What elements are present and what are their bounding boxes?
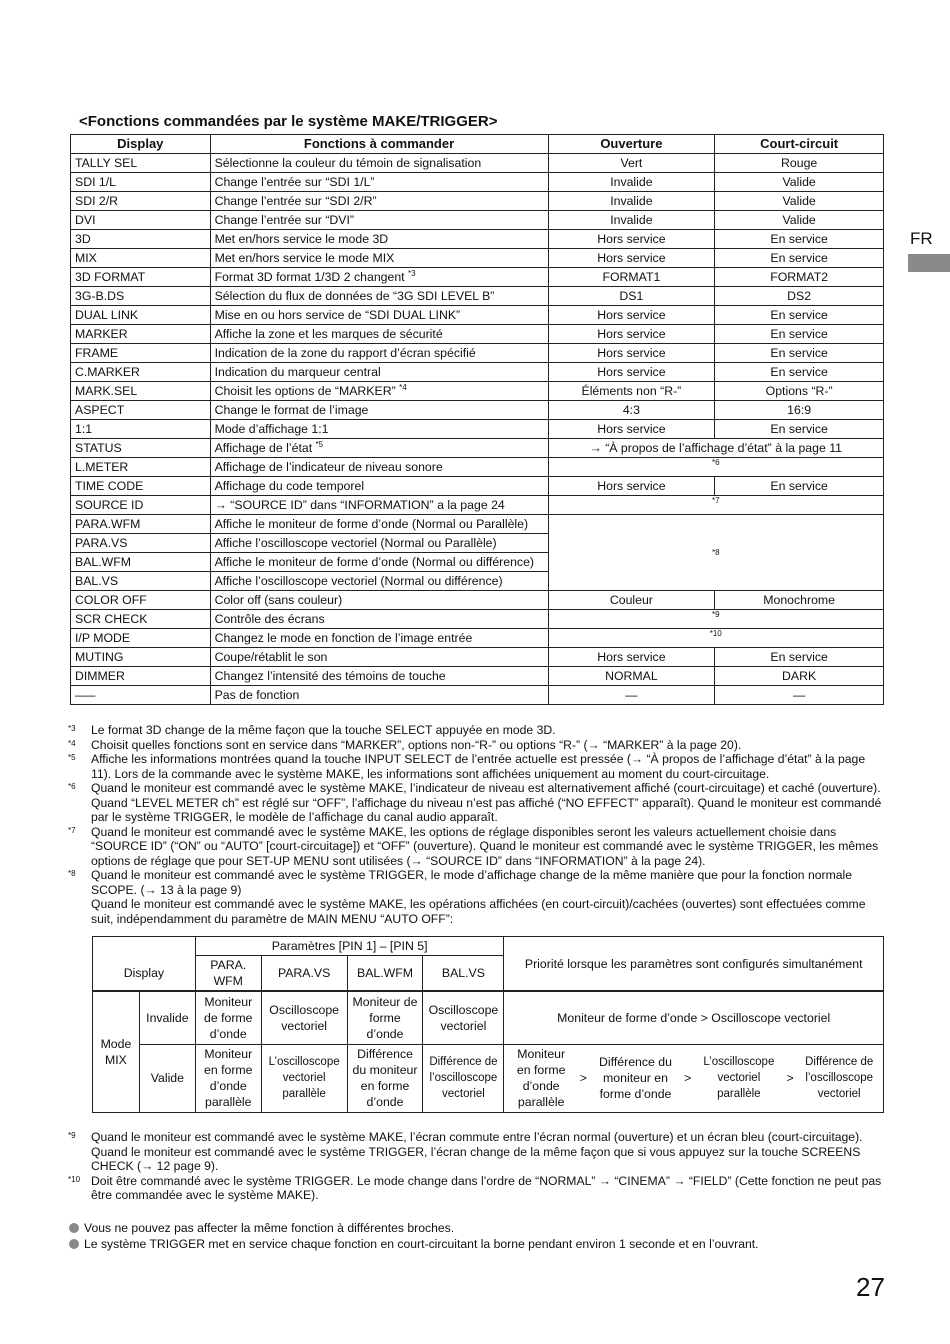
table-row	[71, 496, 884, 515]
table-row	[71, 306, 884, 325]
footnote-mark: *9	[68, 1131, 76, 1140]
ouverture-cell: —	[548, 686, 715, 705]
table-row	[71, 477, 884, 496]
table-row	[71, 192, 884, 211]
ouverture-cell: Hors service	[548, 344, 715, 363]
table-row	[71, 667, 884, 686]
table-header-row	[71, 135, 884, 154]
function-text: Change l’entrée sur “DVI”	[214, 213, 355, 227]
gt-sign: >	[684, 1071, 692, 1085]
gt-sign: >	[579, 1071, 587, 1085]
ouverture-cell: Hors service	[548, 648, 715, 667]
header-display: Display	[71, 135, 211, 154]
cell: L’oscilloscope vectoriel parallèle	[261, 1044, 347, 1112]
display-cell: ASPECT	[71, 401, 211, 420]
language-tab: FR	[910, 229, 933, 248]
cell: Oscilloscope vectoriel	[261, 991, 347, 1044]
footnote-mark: *3	[68, 724, 76, 733]
function-text: Change l’entrée sur “SDI 1/L”	[214, 175, 375, 189]
footnote	[68, 781, 883, 825]
priority-item: Différence du moniteur en forme d’onde	[599, 1055, 672, 1101]
display-cell: 3G-B.DS	[71, 287, 211, 306]
function-text: Affiche la zone et les marques de sécurité	[214, 327, 443, 341]
bullet-icon	[69, 1223, 79, 1233]
table-row	[71, 629, 884, 648]
table-row	[71, 173, 884, 192]
gt-sign: >	[786, 1071, 794, 1085]
function-cell: Affiche l’oscilloscope vectoriel (Normal ou Parallèle)	[210, 534, 548, 553]
ouverture-cell: Hors service	[548, 477, 715, 496]
function-cell: Affichage de l’indicateur de niveau sonore	[210, 458, 548, 477]
table-row	[71, 648, 884, 667]
function-cell: Affiche le moniteur de forme d’onde (Normal ou Parallèle)	[210, 515, 548, 534]
invalide-label: Invalide	[139, 991, 195, 1044]
bullet-icon	[69, 1239, 79, 1249]
function-cell	[210, 344, 548, 363]
function-text: Change l’entrée sur “SDI 2/R”	[214, 194, 377, 208]
court-circuit-cell: DS2	[715, 287, 884, 306]
footnote-cell: *8	[548, 515, 884, 591]
court-circuit-cell: En service	[715, 420, 884, 439]
header-fonctions: Fonctions à commander	[210, 135, 548, 154]
function-cell: Affiche le moniteur de forme d’onde (Normal ou différence)	[210, 553, 548, 572]
ouverture-cell: Invalide	[548, 173, 715, 192]
display-cell: MUTING	[71, 648, 211, 667]
function-cell: Coupe/rétablit le son	[210, 648, 548, 667]
footnotes-2	[68, 1130, 883, 1203]
display-cell: I/P MODE	[71, 629, 211, 648]
display-cell: SOURCE ID	[71, 496, 211, 515]
col-header: BAL.WFM	[347, 956, 423, 992]
court-circuit-cell: En service	[715, 230, 884, 249]
display-cell: DUAL LINK	[71, 306, 211, 325]
court-circuit-cell: DARK	[715, 667, 884, 686]
footnote-cell: *10	[548, 629, 884, 648]
cell: Moniteur de forme d’onde	[347, 991, 423, 1044]
cell: Différence du moniteur en forme d’onde	[347, 1044, 423, 1112]
display-cell: TALLY SEL	[71, 154, 211, 173]
reference-cell: → “À propos de l’affichage d’état” à la page 11	[548, 439, 884, 458]
display-cell: C.MARKER	[71, 363, 211, 382]
footnote	[68, 723, 883, 738]
footnote	[68, 868, 883, 897]
table-row	[71, 325, 884, 344]
cell: Différence de l’oscilloscope vectoriel	[423, 1044, 504, 1112]
function-text: Change le format de l’image	[214, 403, 369, 417]
header-ouverture: Ouverture	[548, 135, 715, 154]
footnote	[68, 1174, 883, 1203]
display-cell: –––	[71, 686, 211, 705]
function-cell	[210, 173, 548, 192]
function-text: Mise en ou hors service de “SDI DUAL LINK”	[214, 308, 461, 322]
court-circuit-cell: En service	[715, 477, 884, 496]
court-circuit-cell: Options “R-”	[715, 382, 884, 401]
ouverture-cell: Couleur	[548, 591, 715, 610]
table-row	[71, 591, 884, 610]
footnote-text: Le format 3D change de la même façon que la touche SELECT appuyée en mode 3D.	[91, 723, 556, 737]
footnote-text: Quand le moniteur est commandé avec le système MAKE, les options de réglage disponibles seront les valeurs actuellement choisie dans “SOURCE ID” (“ON” ou “AUTO” [court-circuitage]) et “OFF” (ouverture). Quand le moniteur est commandé avec le système TRIGGER, les mêmes options de réglage que pour SET-UP MENU sont utilisées (→ “SOURCE ID” dans “INFORMATION” à la page 24).	[91, 824, 879, 868]
footnote-ref: *3	[408, 268, 416, 278]
display-cell: MARKER	[71, 325, 211, 344]
display-header: Display	[93, 956, 196, 992]
table-row	[71, 382, 884, 401]
ouverture-cell: Éléments non “R-”	[548, 382, 715, 401]
court-circuit-cell: En service	[715, 249, 884, 268]
col-header: PARA.VS	[261, 956, 347, 992]
table-row	[71, 420, 884, 439]
section-title: <Fonctions commandées par le système MAKE/TRIGGER>	[79, 113, 498, 130]
display-cell: MARK.SEL	[71, 382, 211, 401]
display-cell: 3D	[71, 230, 211, 249]
function-text: Choisit les options de “MARKER”	[214, 384, 396, 398]
footnote-mark: *7	[68, 825, 76, 835]
footnote-text: Quand le moniteur est commandé avec le système MAKE, l’indicateur de niveau est alternativement affiché (court-circuitage) et caché (ouverture). Quand “LEVEL METER ch” est réglé sur “OFF”, l’affichage du niveau n’est pas affiché (“NO EFFECT” apparaît). Quand le moniteur est commandé par le système TRIGGER, le modèle de l’affichage du canal audio apparaît.	[91, 781, 882, 824]
footnote	[68, 825, 883, 869]
language-tab-bar	[908, 254, 950, 272]
table-row	[71, 401, 884, 420]
function-cell	[210, 268, 548, 287]
court-circuit-cell: Valide	[715, 192, 884, 211]
display-cell: SDI 1/L	[71, 173, 211, 192]
priority-item: Différence de l’oscilloscope vectoriel	[805, 1056, 874, 1100]
function-text: Indication du marqueur central	[214, 365, 381, 379]
display-cell: 1:1	[71, 420, 211, 439]
cell: Moniteur de forme d’onde	[195, 991, 261, 1044]
priority-cell	[504, 1044, 884, 1112]
ouverture-cell: 4:3	[548, 401, 715, 420]
function-text: Mode d’affichage 1:1	[214, 422, 329, 436]
display-cell: SCR CHECK	[71, 610, 211, 629]
ouverture-cell: Hors service	[548, 249, 715, 268]
function-text: Affichage de l’état	[214, 441, 313, 455]
court-circuit-cell: En service	[715, 306, 884, 325]
function-text: Sélection du flux de données de “3G SDI LEVEL B”	[214, 289, 495, 303]
display-cell: DIMMER	[71, 667, 211, 686]
footnote-text: Choisit quelles fonctions sont en service dans “MARKER”, options non-“R-” ou options “R-” (→ “MARKER” à la page 20).	[91, 737, 742, 752]
table-row	[71, 211, 884, 230]
footnote	[68, 1130, 883, 1174]
display-cell: BAL.WFM	[71, 553, 211, 572]
priority-item: Moniteur en forme d’onde parallèle	[516, 1047, 566, 1109]
function-cell: Changez le mode en fonction de l’image entrée	[210, 629, 548, 648]
function-cell	[210, 192, 548, 211]
display-cell: 3D FORMAT	[71, 268, 211, 287]
court-circuit-cell: En service	[715, 648, 884, 667]
court-circuit-cell: Rouge	[715, 154, 884, 173]
table-row	[71, 287, 884, 306]
bullet-list	[68, 1220, 883, 1252]
court-circuit-cell: Monochrome	[715, 591, 884, 610]
footnote-ref: *5	[315, 439, 324, 449]
ouverture-cell: Hors service	[548, 420, 715, 439]
function-cell	[210, 363, 548, 382]
list-item	[68, 1220, 883, 1236]
footnote-ref: *4	[399, 382, 407, 392]
table-row	[71, 515, 884, 534]
display-cell: COLOR OFF	[71, 591, 211, 610]
function-cell	[210, 154, 548, 173]
ouverture-cell: Invalide	[548, 192, 715, 211]
ouverture-cell: Hors service	[548, 306, 715, 325]
court-circuit-cell: En service	[715, 325, 884, 344]
function-cell	[210, 420, 548, 439]
function-cell: Color off (sans couleur)	[210, 591, 548, 610]
footnote-mark: *4	[68, 738, 76, 748]
display-cell: PARA.VS	[71, 534, 211, 553]
mix-mode-table	[92, 936, 884, 1113]
function-text: Met en/hors service le mode MIX	[214, 251, 395, 265]
display-cell: MIX	[71, 249, 211, 268]
table-row	[71, 230, 884, 249]
table-row	[71, 458, 884, 477]
footnote	[68, 897, 883, 926]
col-header: BAL.VS	[423, 956, 504, 992]
blank-cell	[93, 937, 196, 956]
footnote-text: Quand le moniteur est commandé avec le système MAKE, l’écran commute entre l’écran normal (ouverture) et un écran bleu (court-circuitage). Quand le moniteur est commandé avec le système TRIGGER, l’écran change de la même façon que si vous appuyez sur la touche SCREENS CHECK (→ 12 page 9).	[91, 1130, 863, 1173]
display-cell: DVI	[71, 211, 211, 230]
display-cell: SDI 2/R	[71, 192, 211, 211]
function-cell	[210, 230, 548, 249]
ouverture-cell: Hors service	[548, 230, 715, 249]
table-row	[71, 154, 884, 173]
table-row	[71, 686, 884, 705]
footnote-text: Quand le moniteur est commandé avec le système TRIGGER, le mode d’affichage change de la même manière que pour la fonction normale SCOPE. (→ 13 à la page 9)	[91, 868, 852, 897]
court-circuit-cell: FORMAT2	[715, 268, 884, 287]
function-cell	[210, 306, 548, 325]
footnote-mark: *6	[68, 782, 76, 791]
list-item-text: Vous ne pouvez pas affecter la même fonction à différentes broches.	[84, 1221, 455, 1235]
display-cell: BAL.VS	[71, 572, 211, 591]
display-cell: STATUS	[71, 439, 211, 458]
footnote-mark: *8	[68, 869, 76, 878]
footnote-text: Affiche les informations montrées quand la touche INPUT SELECT de l’entrée actuelle est pressée (→ “À propos de l’affichage d’état” à la page 11). Lors de la commande avec le système MAKE, les informations sont affichées uniquement au moment du court-circuitage.	[91, 752, 866, 781]
param-header: Paramètres [PIN 1] – [PIN 5]	[195, 937, 504, 956]
court-circuit-cell: En service	[715, 363, 884, 382]
cell: Moniteur en forme d’onde parallèle	[195, 1044, 261, 1112]
function-cell: Affichage du code temporel	[210, 477, 548, 496]
function-cell	[210, 249, 548, 268]
valide-label: Valide	[139, 1044, 195, 1112]
footnote-cell: *9	[548, 610, 884, 629]
function-text: Sélectionne la couleur du témoin de signalisation	[214, 156, 482, 170]
function-cell: Changez l’intensité des témoins de touche	[210, 667, 548, 686]
function-cell: Affiche l’oscilloscope vectoriel (Normal ou différence)	[210, 572, 548, 591]
functions-table	[70, 134, 884, 705]
priority-item: L’oscilloscope vectoriel parallèle	[703, 1056, 775, 1100]
function-text: Indication de la zone du rapport d’écran spécifié	[214, 346, 476, 360]
footnote-text: Doit être commandé avec le système TRIGGER. Le mode change dans l’ordre de “NORMAL” → “CINEMA” → “FIELD” (Cette fonction ne peut pas être commandée avec le système MAKE).	[91, 1173, 882, 1202]
footnote	[68, 738, 883, 753]
footnote-cell: *6	[548, 458, 884, 477]
ouverture-cell: NORMAL	[548, 667, 715, 686]
court-circuit-cell: 16:9	[715, 401, 884, 420]
cell: Oscilloscope vectoriel	[423, 991, 504, 1044]
list-item-text: Le système TRIGGER met en service chaque fonction en court-circuitant la borne pendant environ 1 seconde et en l’ouvrant.	[84, 1237, 759, 1251]
footnote-cell: *7	[548, 496, 884, 515]
function-text: Format 3D format 1/3D 2 changent	[214, 270, 405, 284]
court-circuit-cell: —	[715, 686, 884, 705]
court-circuit-cell: Valide	[715, 173, 884, 192]
header-court-circuit: Court-circuit	[715, 135, 884, 154]
footnote-mark: *10	[68, 1174, 81, 1184]
footnote	[68, 752, 883, 781]
table-row	[71, 249, 884, 268]
footnote-text: Quand le moniteur est commandé avec le système MAKE, les opérations affichées (en court-circuit)/cachées (ouvertes) sont effectuées comme suit, indépendamment du paramètre de MAIN MENU “AUTO OFF”:	[91, 897, 866, 926]
page-number: 27	[856, 1272, 885, 1302]
display-cell: PARA.WFM	[71, 515, 211, 534]
table-row	[71, 363, 884, 382]
priority-header: Priorité lorsque les paramètres sont configurés simultanément	[504, 937, 884, 992]
function-cell: → “SOURCE ID” dans “INFORMATION” a la page 24	[210, 496, 548, 515]
function-cell: Pas de fonction	[210, 686, 548, 705]
priority-cell: Moniteur de forme d’onde > Oscilloscope vectoriel	[504, 991, 884, 1044]
table-row	[71, 268, 884, 287]
function-cell	[210, 401, 548, 420]
ouverture-cell: Invalide	[548, 211, 715, 230]
ouverture-cell: Vert	[548, 154, 715, 173]
court-circuit-cell: Valide	[715, 211, 884, 230]
function-cell	[210, 325, 548, 344]
mode-mix-label: Mode MIX	[93, 991, 140, 1112]
display-cell: TIME CODE	[71, 477, 211, 496]
function-cell	[210, 382, 548, 401]
footnotes	[68, 723, 883, 926]
col-header: PARA. WFM	[195, 956, 261, 992]
ouverture-cell: Hors service	[548, 363, 715, 382]
table-row	[71, 610, 884, 629]
function-cell	[210, 439, 548, 458]
display-cell: L.METER	[71, 458, 211, 477]
function-cell	[210, 287, 548, 306]
ouverture-cell: FORMAT1	[548, 268, 715, 287]
function-cell: Contrôle des écrans	[210, 610, 548, 629]
ouverture-cell: DS1	[548, 287, 715, 306]
footnote-mark: *5	[68, 753, 76, 762]
function-cell	[210, 211, 548, 230]
ouverture-cell: Hors service	[548, 325, 715, 344]
court-circuit-cell: En service	[715, 344, 884, 363]
table-row	[71, 344, 884, 363]
function-text: Met en/hors service le mode 3D	[214, 232, 389, 246]
table-row	[71, 439, 884, 458]
display-cell: FRAME	[71, 344, 211, 363]
list-item	[68, 1236, 883, 1252]
